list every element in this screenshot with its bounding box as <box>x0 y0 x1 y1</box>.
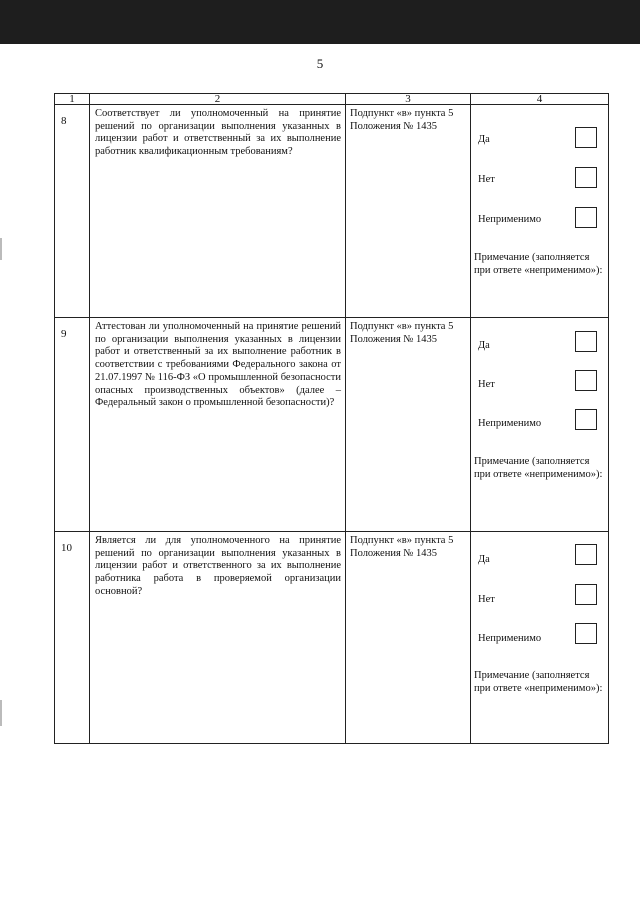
note-label: Примечание (заполняется при ответе «неприменимо»): <box>474 456 603 480</box>
checkbox-no[interactable] <box>575 167 597 188</box>
answer-cell <box>471 532 609 744</box>
option-na-label: Неприменимо <box>478 633 542 644</box>
option-na-label: Неприменимо <box>478 418 542 429</box>
answer-cell <box>471 318 609 532</box>
table-row <box>55 532 609 744</box>
reference-text: Подпункт «в» пункта 5 Положения № 1435 <box>346 532 471 744</box>
option-no-label: Нет <box>478 594 495 605</box>
question-text: Является ли для уполномоченного на принятие решений по организации выполнения указанных в лицензии работ и ответственного за их выполнение работника работа в проверяемой организации основной? <box>90 532 346 744</box>
page-number: 5 <box>316 56 324 71</box>
table-row <box>55 318 609 532</box>
row-number: 10 <box>55 532 90 744</box>
note-label: Примечание (заполняется при ответе «неприменимо»): <box>474 670 603 694</box>
column-header: 1 <box>55 94 90 105</box>
checkbox-na[interactable] <box>575 623 597 644</box>
row-number: 8 <box>55 105 90 318</box>
row-number: 9 <box>55 318 90 532</box>
column-header: 3 <box>346 94 471 105</box>
option-yes-label: Да <box>478 134 490 145</box>
checkbox-yes[interactable] <box>575 544 597 565</box>
checklist-table <box>54 93 609 744</box>
scan-edge-mark <box>0 238 2 260</box>
checkbox-no[interactable] <box>575 584 597 605</box>
table-header-row <box>55 94 609 105</box>
option-yes-label: Да <box>478 554 490 565</box>
checkbox-na[interactable] <box>575 409 597 430</box>
column-header: 4 <box>471 94 609 105</box>
answer-cell <box>471 105 609 318</box>
table-row <box>55 105 609 318</box>
question-text: Соответствует ли уполномоченный на принятие решений по организации выполнения указанных в лицензии работ и ответственный за их выполнение работник квалификационным требованиям? <box>90 105 346 318</box>
option-no-label: Нет <box>478 379 495 390</box>
checkbox-yes[interactable] <box>575 331 597 352</box>
question-text: Аттестован ли уполномоченный на принятие решений по организации выполнения указанных в лицензии работ и ответственный за их выполнение работник в соответствии с требованиями Федерального закона от 21.07.1997 № 116-ФЗ «О промышленной безопасности опасных производственных объектов» (далее – Федеральный закон о промышленной безопасности)? <box>90 318 346 532</box>
note-label: Примечание (заполняется при ответе «неприменимо»): <box>474 252 603 276</box>
checkbox-yes[interactable] <box>575 127 597 148</box>
checkbox-na[interactable] <box>575 207 597 228</box>
scan-top-band <box>0 0 640 44</box>
column-header: 2 <box>90 94 346 105</box>
option-no-label: Нет <box>478 174 495 185</box>
scan-edge-mark <box>0 700 2 726</box>
option-yes-label: Да <box>478 340 490 351</box>
option-na-label: Неприменимо <box>478 214 542 225</box>
reference-text: Подпункт «в» пункта 5 Положения № 1435 <box>346 105 471 318</box>
checkbox-no[interactable] <box>575 370 597 391</box>
reference-text: Подпункт «в» пункта 5 Положения № 1435 <box>346 318 471 532</box>
